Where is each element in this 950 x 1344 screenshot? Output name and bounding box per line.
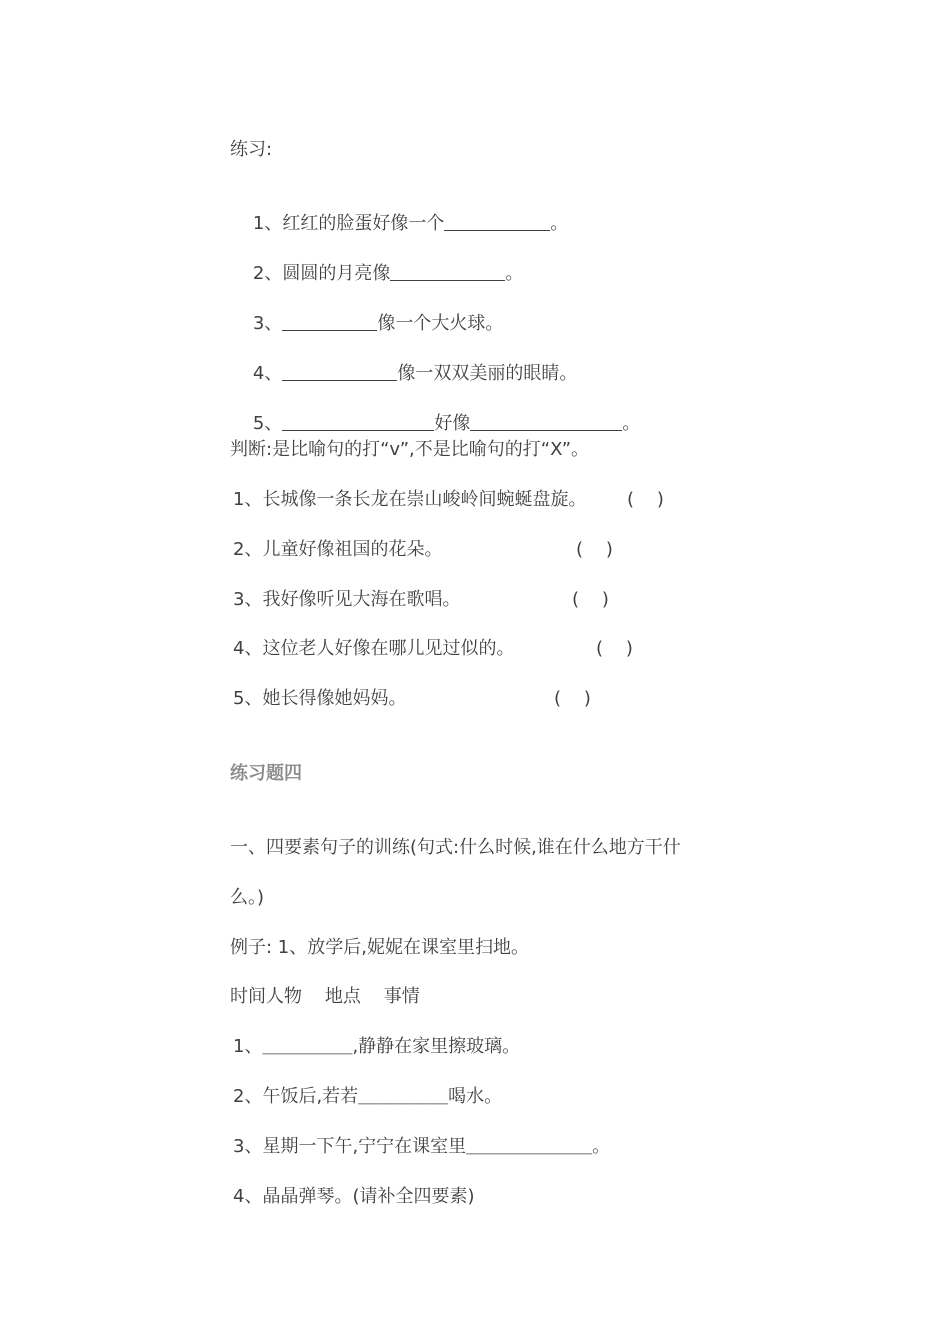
fill-item-text: 。	[622, 413, 641, 434]
section-intro-line2: 么。)	[230, 887, 265, 908]
judge-item-5: 5、她长得像她妈妈。	[233, 688, 407, 709]
fill-item-text: 像一双双美丽的眼睛。	[397, 363, 578, 384]
fill-blank[interactable]	[444, 212, 550, 231]
fill-item-text: 好像	[434, 413, 471, 434]
section-intro-line1: 一、四要素句子的训练(句式:什么时候,谁在什么地方干什	[230, 837, 681, 858]
judge-item-3: 3、我好像听见大海在歌唱。	[233, 589, 461, 610]
judge-item-4: 4、这位老人好像在哪儿见过似的。	[233, 638, 515, 659]
fill-blank[interactable]	[282, 362, 397, 381]
answer-parens[interactable]: ( )	[572, 589, 609, 610]
fill-item-text: 。	[550, 213, 569, 234]
answer-parens[interactable]: ( )	[627, 489, 664, 510]
judge-title: 判断:是比喻句的打“v”,不是比喻句的打“X”。	[230, 439, 590, 460]
answer-parens[interactable]: ( )	[576, 539, 613, 560]
example-line: 例子: 1、放学后,妮妮在课室里扫地。	[230, 937, 529, 958]
element-labels: 时间人物 地点 事情	[230, 986, 420, 1007]
four-element-item-1: 1、＿＿＿＿＿,静静在家里擦玻璃。	[233, 1036, 521, 1057]
fill-item-text: 3、	[252, 313, 283, 334]
fill-item-text: 。	[505, 263, 524, 284]
four-element-item-3: 3、星期一下午,宁宁在课室里＿＿＿＿＿＿＿。	[233, 1136, 611, 1157]
judge-item-1: 1、长城像一条长龙在崇山峻岭间蜿蜒盘旋。	[233, 489, 587, 510]
fill-blank[interactable]	[470, 412, 622, 431]
judge-item-2: 2、儿童好像祖国的花朵。	[233, 539, 443, 560]
four-element-item-4: 4、晶晶弹琴。(请补全四要素)	[233, 1186, 475, 1207]
fill-blank[interactable]	[282, 312, 377, 331]
fill-blank[interactable]	[282, 412, 434, 431]
section-heading: 练习题四	[230, 763, 302, 784]
answer-parens[interactable]: ( )	[596, 638, 633, 659]
fill-item-text: 1、红红的脸蛋好像一个	[252, 213, 445, 234]
practice-title: 练习:	[230, 139, 273, 160]
fill-blank[interactable]	[390, 262, 505, 281]
fill-item-text: 5、	[252, 413, 283, 434]
fill-item-text: 2、圆圆的月亮像	[252, 263, 391, 284]
answer-parens[interactable]: ( )	[554, 688, 591, 709]
fill-item-text: 像一个大火球。	[377, 313, 504, 334]
four-element-item-2: 2、午饭后,若若＿＿＿＿＿喝水。	[233, 1086, 503, 1107]
fill-item-text: 4、	[252, 363, 283, 384]
